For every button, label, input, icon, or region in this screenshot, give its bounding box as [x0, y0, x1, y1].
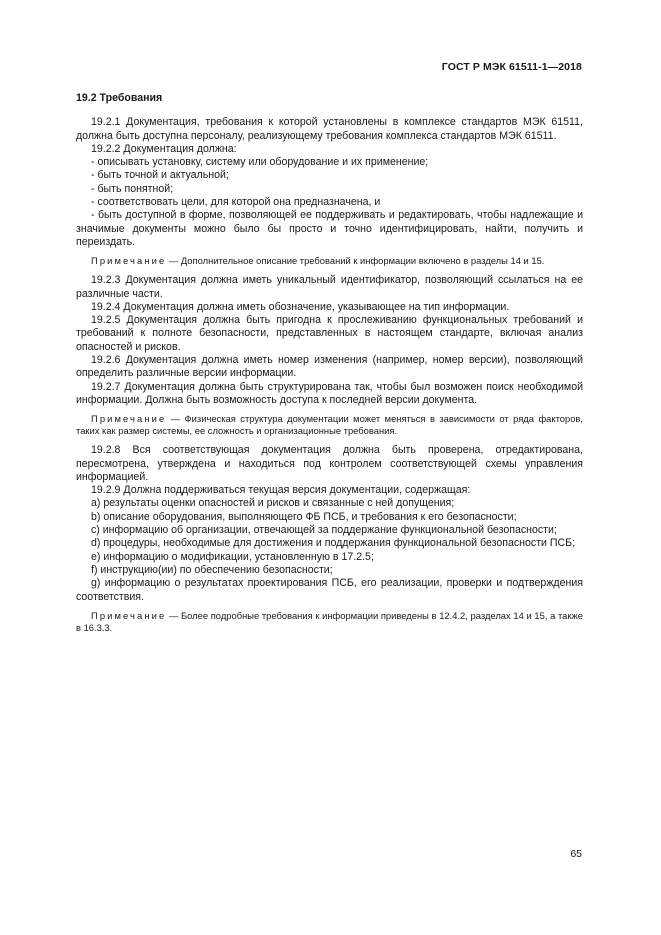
paragraph-19-2-7: 19.2.7 Документация должна быть структурирована так, чтобы был возможен поиск необходимой информации. Должна быть возможность доступа к последней версии документа. [76, 380, 583, 406]
note-text: — Дополнительное описание требований к информации включено в разделы 14 и 15. [166, 255, 545, 267]
paragraph-19-2-1: 19.2.1 Документация, требования к которой установлены в комплексе стандартов МЭК 61511, должна быть доступна персоналу, реализующему требования комплекса стандартов МЭК 61511. [76, 116, 583, 142]
paragraph-19-2-3: 19.2.3 Документация должна иметь уникальный идентификатор, позволяющий ссылаться на ее различные части. [76, 274, 583, 300]
list-item: b) описание оборудования, выполняющего ФБ ПСБ, и требования к его безопасности; [91, 510, 517, 523]
document-id: ГОСТ Р МЭК 61511-1—2018 [441, 61, 582, 73]
note-3 [76, 610, 583, 634]
note-text: — Более подробные требования к информации приведены в 12.4.2, разделах 14 и 15, а также в 16.3.3. [76, 609, 583, 633]
list-item: e) информацию о модификации, установленную в 17.2.5; [91, 550, 374, 563]
list-item: a) результаты оценки опасностей и рисков и связанные с ней допущения; [91, 497, 455, 510]
list-item: g) информацию о результатах проектирования ПСБ, его реализации, проверки и подтверждения соответствия. [76, 577, 583, 603]
note-2 [76, 413, 583, 437]
paragraph-19-2-6: 19.2.6 Документация должна иметь номер изменения (например, номер версии), позволяющий определить различные версии информации. [76, 354, 583, 380]
list-item: f) инструкцию(ии) по обеспечению безопасности; [91, 563, 333, 576]
paragraph-19-2-9: 19.2.9 Должна поддерживаться текущая версия документации, содержащая: [91, 484, 471, 497]
paragraph-19-2-4: 19.2.4 Документация должна иметь обозначение, указывающее на тип информации. [91, 300, 510, 313]
list-item: c) информацию об организации, отвечающей за поддержание функциональной безопасности; [91, 524, 557, 537]
note-text: — Физическая структура документации может меняться в зависимости от ряда факторов, таких как размер системы, ее сложность и организационные требования. [76, 413, 583, 437]
list-item: - соответствовать цели, для которой она предназначена, и [91, 196, 381, 209]
page-number: 65 [570, 848, 582, 860]
paragraph-19-2-8: 19.2.8 Вся соответствующая документация должна быть проверена, отредактирована, пересмотрена, утверждена и находиться под контролем соответствующей схемы управления информацией. [76, 444, 583, 483]
page-content [76, 92, 583, 641]
paragraph-19-2-2: 19.2.2 Документация должна: [91, 142, 237, 155]
list-item: - быть понятной; [91, 182, 174, 195]
section-title: 19.2 Требования [76, 92, 163, 104]
paragraph-19-2-5: 19.2.5 Документация должна быть пригодна к прослеживанию функциональных требований и требований к полноте безопасности, представленных в настоящем стандарте, включая анализ опасностей и рисков. [76, 314, 583, 353]
list-item: - описывать установку, систему или оборудование и их применение; [91, 156, 429, 169]
list-item: d) процедуры, необходимые для достижения и поддержания функциональной безопасности ПСБ; [91, 537, 576, 550]
list-item: - быть доступной в форме, позволяющей ее поддерживать и редактировать, чтобы надлежащие и значимые документы можно было бы просто и точно идентифицировать, найти, получить и переиздать. [76, 209, 583, 248]
list-item: - быть точной и актуальной; [91, 169, 229, 182]
note-label: Примечание [91, 413, 167, 425]
note-1 [76, 255, 583, 267]
note-label: Примечание [91, 609, 167, 621]
note-label: Примечание [91, 255, 167, 267]
